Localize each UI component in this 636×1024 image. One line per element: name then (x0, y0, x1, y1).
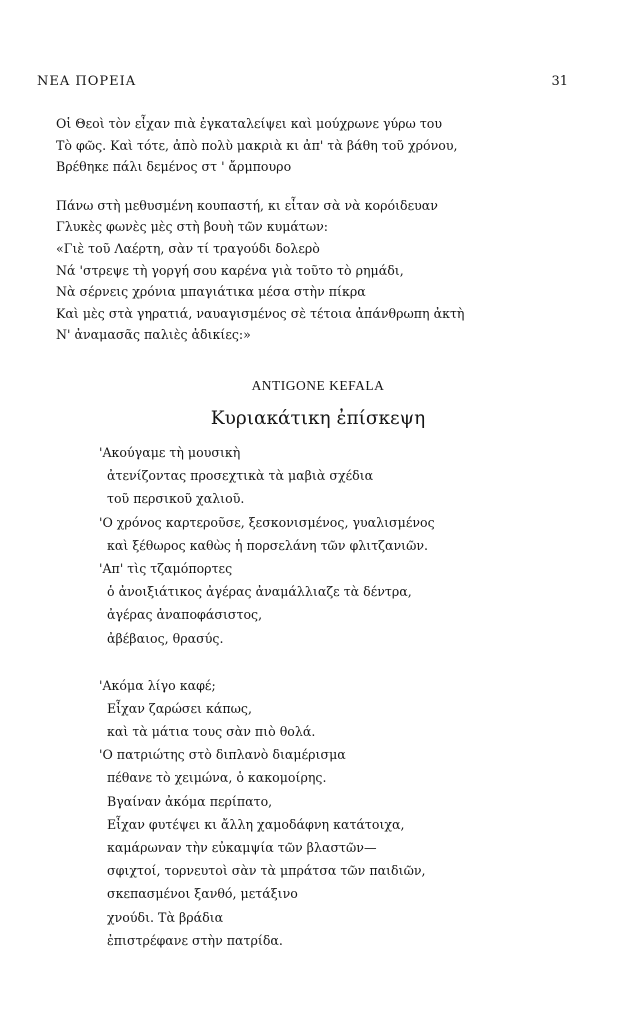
poem-line: Γλυκὲς φωνὲς μὲς στὴ βουὴ τῶν κυμάτων: (56, 219, 329, 235)
poem-line: σφιχτοί, τορνευτοὶ σὰν τὰ μπράτσα τῶν παιδιῶν, (107, 863, 426, 879)
poem-body (99, 441, 559, 952)
running-head (37, 74, 568, 94)
poem-line: Τὸ φῶς. Καὶ τότε, ἀπὸ πολὺ μακριὰ κι ἀπ' τὰ βάθη τοῦ χρόνου, (56, 137, 458, 153)
poem-line: καμάρωναν τὴν εὐκαμψία τῶν βλαστῶν— (107, 840, 377, 855)
poem-line: Νά 'στρεψε τὴ γοργή σου καρένα γιὰ τοῦτο τὸ ρημάδι, (56, 262, 404, 278)
poem-line: ἀγέρας ἀναποφάσιστος, (107, 607, 263, 623)
journal-title: ΝΕΑ ΠΟΡΕΙΑ (37, 74, 137, 89)
poem-line: Εἶχαν ζαρώσει κάπως, (107, 700, 252, 716)
poem-line: «Γιὲ τοῦ Λαέρτη, σὰν τί τραγούδι δολερὸ (56, 240, 320, 256)
poem-continuation (56, 113, 586, 346)
poem-line: Βρέθηκε πάλι δεμένος στ ' ἄρμπουρο (56, 159, 292, 175)
stanza-break (56, 178, 586, 195)
poem-line: 'Ακόμα λίγο καφέ; (99, 677, 216, 693)
poem-line: Καὶ μὲς στὰ γηρατιά, ναυαγισμένος σὲ τέτοια ἀπάνθρωπη ἀκτὴ (56, 305, 465, 321)
poem-line: 'Ακούγαμε τὴ μουσικὴ (99, 445, 241, 460)
poem-author: ANTIGONE KEFALA (251, 378, 385, 393)
stanza-break (99, 650, 559, 674)
poem-line: Ν' ἀναμασᾶς παλιὲς ἀδικίες:» (56, 327, 251, 343)
poem-line: 'Ο χρόνος καρτεροῦσε, ξεσκονισμένος, γυαλισμένος (99, 514, 435, 530)
poem-line: Οἱ Θεοὶ τὸν εἶχαν πιὰ ἐγκαταλείψει καὶ μούχρωνε γύρω του (56, 116, 443, 131)
poem-line: 'Ο πατριώτης στὸ διπλανὸ διαμέρισμα (99, 747, 346, 763)
poem-line: πέθανε τὸ χειμώνα, ὁ κακομοίρης. (107, 770, 327, 786)
poem-line: 'Απ' τὶς τζαμόπορτες (99, 560, 233, 576)
poem-line: τοῦ περσικοῦ χαλιοῦ. (107, 491, 245, 507)
poem-line: ἀτενίζοντας προσεχτικὰ τὰ μαβιὰ σχέδια (107, 468, 374, 484)
poem-line: Πάνω στὴ μεθυσμένη κουπαστή, κι εἶταν σὰ νὰ κορόιδευαν (56, 197, 438, 213)
poem-line: καὶ ξέθωρος καθὼς ἡ πορσελάνη τῶν φλιτζανιῶν. (107, 537, 429, 553)
poem-line: καὶ τὰ μάτια τους σὰν πιὸ θολά. (107, 724, 316, 740)
page-number: 31 (551, 74, 568, 89)
poem-line: χνούδι. Τὰ βράδια (107, 909, 224, 925)
poem-line: Βγαίναν ἀκόμα περίπατο, (107, 793, 273, 809)
poem-line: ἀβέβαιος, θρασύς. (107, 630, 224, 646)
poem-line: σκεπασμένοι ξανθό, μετάξινο (107, 886, 298, 902)
poem-line: Νὰ σέρνεις χρόνια μπαγιάτικα μέσα στὴν πίκρα (56, 284, 366, 300)
poem-title: Κυριακάτικη ἐπίσκεψη (210, 408, 426, 429)
poem-line: Εἶχαν φυτέψει κι ἄλλη χαμοδάφνη κατάτοιχα, (107, 816, 405, 832)
poem-line: ἐπιστρέφανε στὴν πατρίδα. (107, 932, 283, 948)
poem-line: ὁ ἀνοιξιάτικος ἀγέρας ἀναμάλλιαζε τὰ δέντρα, (107, 584, 412, 600)
